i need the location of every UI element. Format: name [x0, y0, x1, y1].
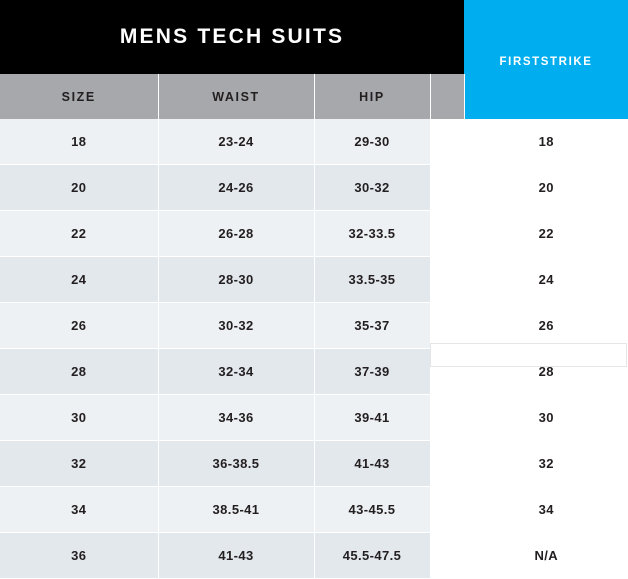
cell-hip: 39-41	[314, 395, 430, 441]
cell-size: 28	[0, 349, 158, 395]
cell-waist: 30-32	[158, 303, 314, 349]
table-row	[0, 487, 628, 533]
page-title: MENS TECH SUITS	[0, 0, 464, 74]
table-row	[0, 533, 628, 579]
cell-alt: 18	[464, 119, 628, 165]
cell-size: 32	[0, 441, 158, 487]
table-row	[0, 119, 628, 165]
cell-waist: 41-43	[158, 533, 314, 579]
cell-waist: 36-38.5	[158, 441, 314, 487]
cell-hip: 41-43	[314, 441, 430, 487]
brand-text: FIRSTSTRIKE	[499, 56, 593, 68]
cell-alt: N/A	[464, 533, 628, 579]
cell-size: 34	[0, 487, 158, 533]
table-row	[0, 441, 628, 487]
cell-size: 18	[0, 119, 158, 165]
column-header-hip: HIP	[314, 74, 430, 119]
cell-alt: 20	[464, 165, 628, 211]
cell-blank	[430, 441, 464, 487]
cell-size: 24	[0, 257, 158, 303]
cell-alt: 32	[464, 441, 628, 487]
cell-waist: 38.5-41	[158, 487, 314, 533]
cell-blank	[430, 533, 464, 579]
cell-size: 30	[0, 395, 158, 441]
cell-hip: 32-33.5	[314, 211, 430, 257]
cell-waist: 26-28	[158, 211, 314, 257]
cell-size: 26	[0, 303, 158, 349]
table-header-row	[0, 74, 628, 119]
column-header-alt	[464, 74, 628, 119]
cell-hip: 43-45.5	[314, 487, 430, 533]
brand-logo	[464, 0, 628, 74]
table-row	[0, 257, 628, 303]
cell-hip: 37-39	[314, 349, 430, 395]
cell-blank	[430, 303, 464, 349]
table-row	[0, 303, 628, 349]
cell-blank	[430, 211, 464, 257]
cell-blank	[430, 119, 464, 165]
cell-alt: 28	[464, 349, 628, 395]
table-row	[0, 395, 628, 441]
cell-waist: 23-24	[158, 119, 314, 165]
title-row	[0, 0, 628, 74]
cell-waist: 24-26	[158, 165, 314, 211]
cell-waist: 28-30	[158, 257, 314, 303]
cell-size: 36	[0, 533, 158, 579]
table-row	[0, 349, 628, 395]
cell-waist: 34-36	[158, 395, 314, 441]
cell-size: 20	[0, 165, 158, 211]
cell-blank	[430, 487, 464, 533]
cell-hip: 30-32	[314, 165, 430, 211]
cell-size: 22	[0, 211, 158, 257]
column-header-blank	[430, 74, 464, 119]
column-header-size: SIZE	[0, 74, 158, 119]
column-header-waist: WAIST	[158, 74, 314, 119]
cell-alt: 22	[464, 211, 628, 257]
cell-blank	[430, 257, 464, 303]
cell-hip: 45.5-47.5	[314, 533, 430, 579]
cell-hip: 35-37	[314, 303, 430, 349]
cell-blank	[430, 395, 464, 441]
cell-blank	[430, 165, 464, 211]
cell-alt: 34	[464, 487, 628, 533]
cell-alt: 24	[464, 257, 628, 303]
cell-hip: 29-30	[314, 119, 430, 165]
cell-alt: 30	[464, 395, 628, 441]
cell-blank	[430, 349, 464, 395]
cell-alt: 26	[464, 303, 628, 349]
cell-waist: 32-34	[158, 349, 314, 395]
table-row	[0, 211, 628, 257]
cell-hip: 33.5-35	[314, 257, 430, 303]
table-row	[0, 165, 628, 211]
